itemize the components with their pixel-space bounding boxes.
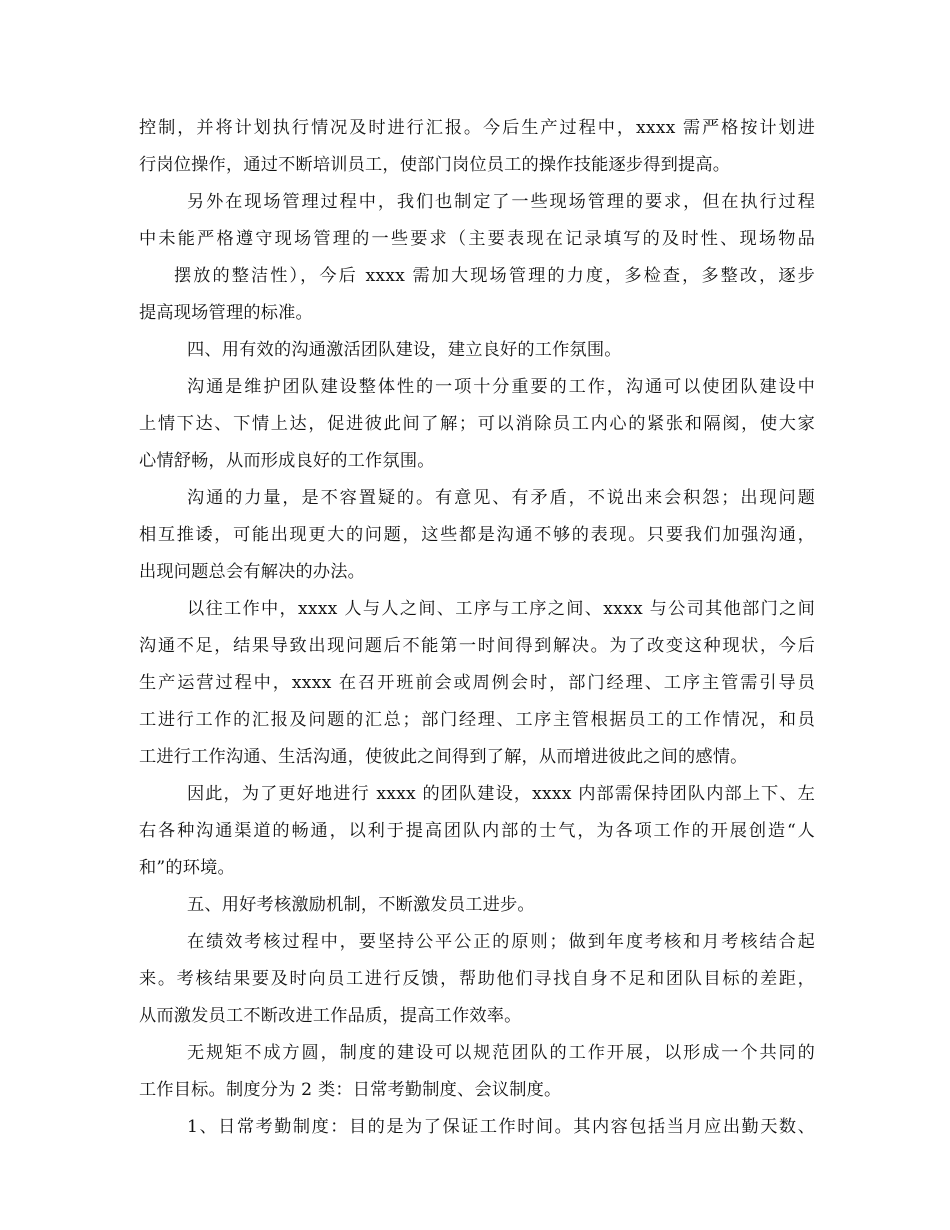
text-line: 提高现场管理的标准。 — [139, 303, 313, 323]
text-line: 另外在现场管理过程中，我们也制定了一些现场管理的要求，但在执行过程 — [187, 192, 815, 212]
text-line: 工进行工作沟通、生活沟通，使彼此之间得到了解，从而增进彼此之间的感情。 — [139, 747, 748, 767]
text-line: 沟通是维护团队建设整体性的一项十分重要的工作，沟通可以使团队建设中 — [187, 377, 815, 397]
text-line: 上情下达、下情上达，促进彼此间了解；可以消除员工内心的紧张和隔阂，使大家 — [139, 414, 815, 434]
text-line: 心情舒畅，从而形成良好的工作氛围。 — [139, 451, 435, 471]
text-line: 相互推诿，可能出现更大的问题，这些都是沟通不够的表现。只要我们加强沟通， — [139, 525, 815, 545]
text-line: 工进行工作的汇报及问题的汇总；部门经理、工序主管根据员工的工作情况，和员 — [139, 710, 815, 730]
text-line: 工作目标。制度分为 2 类：日常考勤制度、会议制度。 — [139, 1080, 562, 1100]
text-line: 生产运营过程中，xxxx 在召开班前会或周例会时，部门经理、工序主管需引导员 — [139, 673, 815, 693]
text-line: 行岗位操作，通过不断培训员工，使部门岗位员工的操作技能逐步得到提高。 — [139, 155, 731, 175]
text-line: 右各种沟通渠道的畅通，以利于提高团队内部的士气，为各项工作的开展创造“人 — [139, 821, 815, 841]
section-heading: 五、用好考核激励机制，不断激发员工进步。 — [187, 895, 535, 915]
text-line: 摆放的整洁性），今后 xxxx 需加大现场管理的力度，多检查，多整改，逐步 — [174, 266, 815, 286]
text-line: 因此，为了更好地进行 xxxx 的团队建设，xxxx 内部需保持团队内部上下、左 — [187, 784, 815, 804]
text-line: 以往工作中，xxxx 人与人之间、工序与工序之间、xxxx 与公司其他部门之间 — [187, 599, 815, 619]
text-line: 无规矩不成方圆，制度的建设可以规范团队的工作开展，以形成一个共同的 — [187, 1043, 815, 1063]
text-line: 和”的环境。 — [139, 858, 235, 878]
text-line: 沟通不足，结果导致出现问题后不能第一时间得到解决。为了改变这种现状，今后 — [139, 636, 815, 656]
text-line: 出现问题总会有解决的办法。 — [139, 562, 366, 582]
section-heading: 四、用有效的沟通激活团队建设，建立良好的工作氛围。 — [187, 340, 622, 360]
text-line: 中未能严格遵守现场管理的一些要求（主要表现在记录填写的及时性、现场物品 — [139, 229, 815, 249]
text-line: 从而激发员工不断改进工作品质，提高工作效率。 — [139, 1006, 522, 1026]
text-line: 在绩效考核过程中，要坚持公平公正的原则；做到年度考核和月考核结合起 — [187, 932, 815, 952]
text-line: 沟通的力量，是不容置疑的。有意见、有矛盾，不说出来会积怨；出现问题 — [187, 488, 815, 508]
text-line: 控制，并将计划执行情况及时进行汇报。今后生产过程中，xxxx 需严格按计划进 — [139, 118, 815, 138]
text-line: 来。考核结果要及时向员工进行反馈，帮助他们寻找自身不足和团队目标的差距， — [139, 969, 815, 989]
text-line: 1、日常考勤制度：目的是为了保证工作时间。其内容包括当月应出勤天数、 — [187, 1117, 815, 1137]
